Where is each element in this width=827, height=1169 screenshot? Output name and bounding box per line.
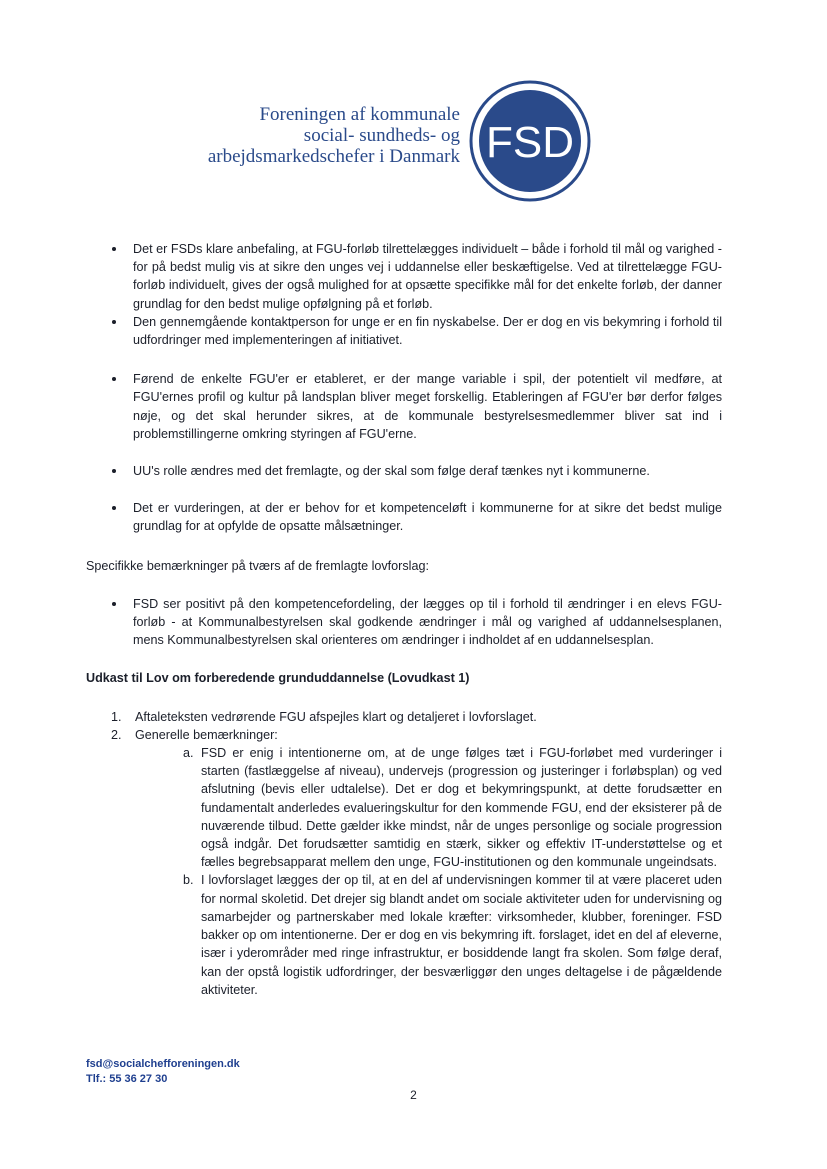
- numbered-item: [86, 726, 726, 999]
- letterhead: [0, 0, 827, 210]
- logo-text: FSD: [486, 118, 574, 167]
- bullet-item: Førend de enkelte FGU'er er etableret, er der mange variable i spil, der potentielt vil medføre, at FGU'ernes profil og kultur på landsplan bliver meget forskellig. Etableringen af FGU'er bør derfor følges nøje, og det skal herunder sikres, at de kommunale bestyrelsesmedlemmer bliver sat ind i problemstillingerne omkring styringen af FGU'erne.: [86, 370, 726, 443]
- item-text: Generelle bemærkninger:: [135, 727, 278, 742]
- specific-bullets: [86, 595, 726, 650]
- document-body: [86, 240, 726, 999]
- sub-item-letter: a.: [183, 746, 194, 761]
- numbered-list: [86, 708, 726, 999]
- item-number: 2.: [111, 727, 122, 742]
- org-name-line-1: Foreningen af kommunale: [259, 104, 460, 125]
- sub-item-text: FSD er enig i intentionerne om, at de unge følges tæt i FGU-forløbet med vurderinger i starten (fastlæggelse af niveau), undervejs (progression og justeringer i forløbsplan) og ved afslutning (bevis eller udtalelse). Det er dog et bekymringspunkt, at dette forudsætter en fundamentalt anderledes evalueringskultur for den kommende FGU, end der eksisterer på de nuværende tilbud. Dette gælder ikke mindst, når de unges personlige og sociale progression også indgår. Det forudsætter samtidig en stærk, sikker og effektiv IT-understøttelse og et fælles begrebsapparat mellem den unge, FGU-institutionen og den kommunale ungeindsats.: [201, 746, 722, 870]
- contact-footer: [86, 1057, 240, 1087]
- page-number: 2: [410, 1088, 417, 1102]
- sub-item-text: I lovforslaget lægges der op til, at en del af undervisningen kommer til at være placeret uden for normal skoletid. Det drejer sig blandt andet om sociale aktiviteter uden for undervisning og samarbejder og partnerskaber med lokale kræfter: virksomheder, klubber, foreninger. FSD bakker op om intentionerne. Der er dog en vis bekymring ift. forslaget, idet en del af eleverne, især i yderområder med ringe infrastruktur, er bosiddende langt fra skolen. Som følge deraf, kan der opstå logistik udfordringer, der besværliggør den unges deltagelse i de pågældende aktiviteter.: [201, 873, 722, 997]
- sub-list: [135, 744, 726, 999]
- org-name-line-3: arbejdsmarkedschefer i Danmark: [207, 146, 460, 167]
- bullet-item: FSD ser positivt på den kompetencefordeling, der lægges op til i forhold til ændringer i en elevs FGU-forløb - at Kommunalbestyrelsen skal godkende ændringer i mål og varighed af uddannelsesplanen, mens Kommunalbestyrelsen skal orienteres om ændringer i indholdet af en uddannelsesplan.: [86, 595, 726, 650]
- numbered-item: [86, 708, 726, 726]
- fsd-logo: [469, 80, 591, 202]
- bullet-item: UU's rolle ændres med det fremlagte, og der skal som følge deraf tænkes nyt i kommunerne.: [86, 462, 726, 480]
- sub-item: [135, 744, 726, 871]
- bullet-item: Det er vurderingen, at der er behov for et kompetenceløft i kommunerne for at sikre det bedst mulige grundlag for at opfylde de opsatte målsætninger.: [86, 499, 726, 535]
- org-name-line-2: social- sundheds- og: [303, 125, 460, 146]
- general-bullets: [86, 240, 726, 536]
- sub-item-letter: b.: [183, 873, 194, 888]
- email-link[interactable]: fsd@socialchefforeningen.dk: [86, 1058, 240, 1070]
- specific-remarks-heading: Specifikke bemærkninger på tværs af de fremlagte lovforslag:: [86, 558, 429, 573]
- section-title: Udkast til Lov om forberedende grunduddannelse (Lovudkast 1): [86, 671, 470, 686]
- item-number: 1.: [111, 709, 122, 724]
- bullet-item: Den gennemgående kontaktperson for unge er en fin nyskabelse. Der er dog en vis bekymring i forhold til udfordringer med implementeringen af initiativet.: [86, 313, 726, 349]
- item-text: Aftaleteksten vedrørende FGU afspejles klart og detaljeret i lovforslaget.: [135, 709, 537, 724]
- bullet-item: Det er FSDs klare anbefaling, at FGU-forløb tilrettelægges individuelt – både i forhold til mål og varighed - for på bedst mulig vis at sikre den unges vej i uddannelse eller beskæftigelse. Ved at tilrettelægge FGU-forløb individuelt, gives der også mulighed for at opsætte specifikke mål for det enkelte forløb, der danner grundlag for den bedst mulige opfølgning på et forløb.: [86, 240, 726, 313]
- phone-number: Tlf.: 55 36 27 30: [86, 1073, 168, 1085]
- sub-item: [135, 871, 726, 998]
- organization-name: [208, 104, 460, 167]
